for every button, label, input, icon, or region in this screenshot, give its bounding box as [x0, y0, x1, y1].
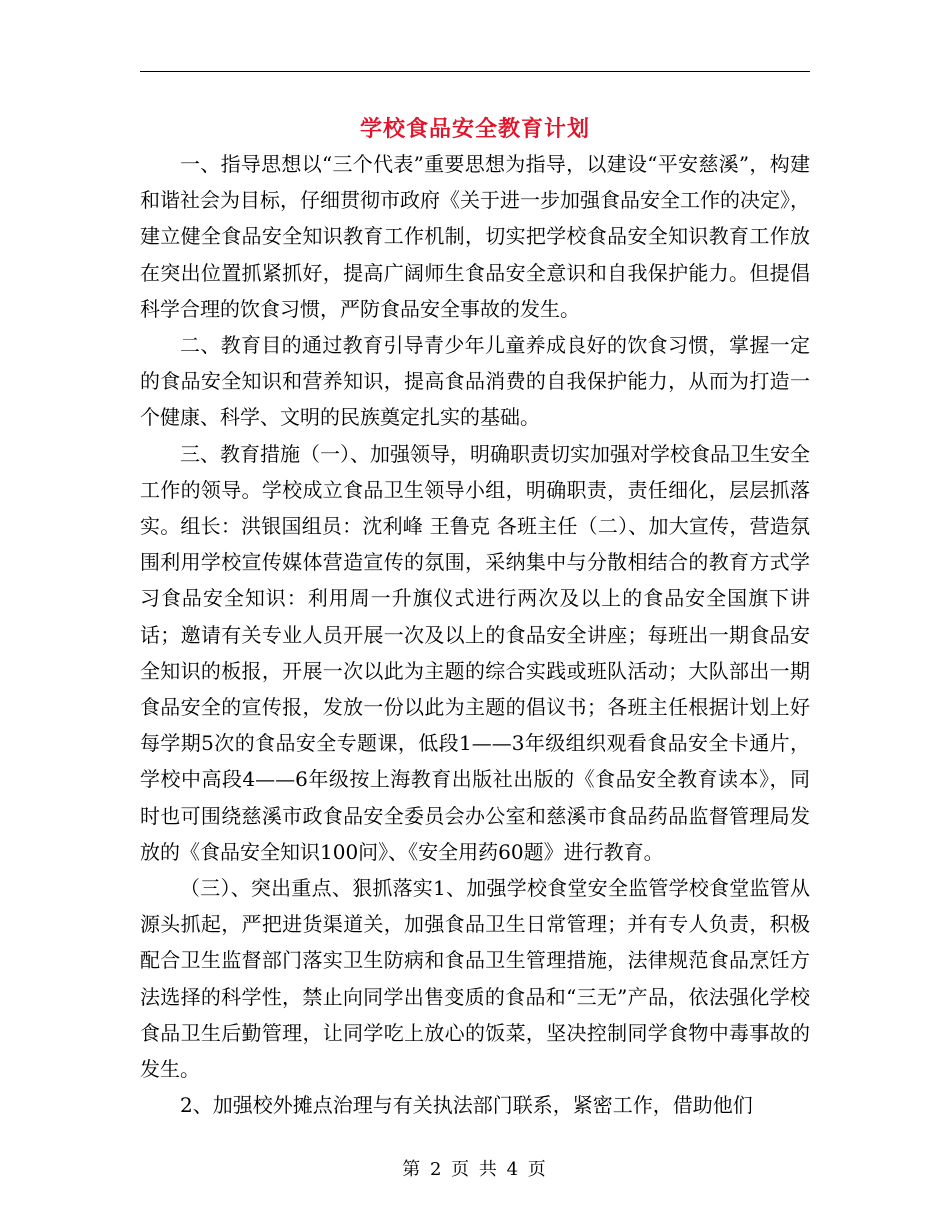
page-indicator: 第 2 页 共 4 页: [402, 1159, 548, 1180]
paragraph-education-measures: 三、教育措施（一）、加强领导，明确职责切实加强对学校食品卫生安全工作的领导。学校成立食品卫生领导小组，明确职责，责任细化，层层抓落实。组长：洪银国组员：沈利峰 王鲁克 各班主任（二）、加大宣传，营造氛围利用学校宣传媒体营造宣传的氛围，采纳集中与分散相结合的教育方式学习食品安全知识：利用周一升旗仪式进行两次及以上的食品安全国旗下讲话；邀请有关专业人员开展一次及以上的食品安全讲座；每班出一期食品安全知识的板报，开展一次以此为主题的综合实践或班队活动；大队部出一期食品安全的宣传报，发放一份以此为主题的倡议书；各班主任根据计划上好每学期5次的食品安全专题课，低段1——3年级组织观看食品安全卡通片，学校中高段4——6年级按上海教育出版社出版的《食品安全教育读本》，同时也可围绕慈溪市政食品安全委员会办公室和慈溪市食品药品监督管理局发放的《食品安全知识100问》、《安全用药60题》进行教育。: [140, 441, 810, 864]
header-rule: [140, 71, 810, 72]
document-title: 学校食品安全教育计划: [359, 116, 590, 142]
paragraph-key-focus: （三）、突出重点、狠抓落实1、加强学校食堂安全监管学校食堂监管从源头抓起，严把进货渠道关，加强食品卫生日常管理；并有专人负责，积极配合卫生监督部门落实卫生防病和食品卫生管理措施，法律规范食品烹饪方法选择的科学性，禁止向同学出售变质的食品和“三无”产品，依法强化学校食品卫生后勤管理，让同学吃上放心的饭菜，坚决控制同学食物中毒事故的发生。: [140, 876, 810, 1082]
paragraph-guiding-ideology: 一、指导思想以“三个代表”重要思想为指导，以建设“平安慈溪”，构建和谐社会为目标，仔细贯彻市政府《关于进一步加强食品安全工作的决定》，建立健全食品安全知识教育工作机制，切实把学校食品安全知识教育工作放在突出位置抓紧抓好，提高广阔师生食品安全意识和自我保护能力。但提倡科学合理的饮食习惯，严防食品安全事故的发生。: [140, 152, 810, 321]
paragraph-education-purpose: 二、教育目的通过教育引导青少年儿童养成良好的饮食习惯，掌握一定的食品安全知识和营养知识，提高食品消费的自我保护能力，从而为打造一个健康、科学、文明的民族奠定扎实的基础。: [140, 333, 810, 430]
paragraph-off-campus-stalls: 2、加强校外摊点治理与有关执法部门联系，紧密工作，借助他们: [180, 1093, 753, 1118]
document-body: [140, 146, 810, 1123]
